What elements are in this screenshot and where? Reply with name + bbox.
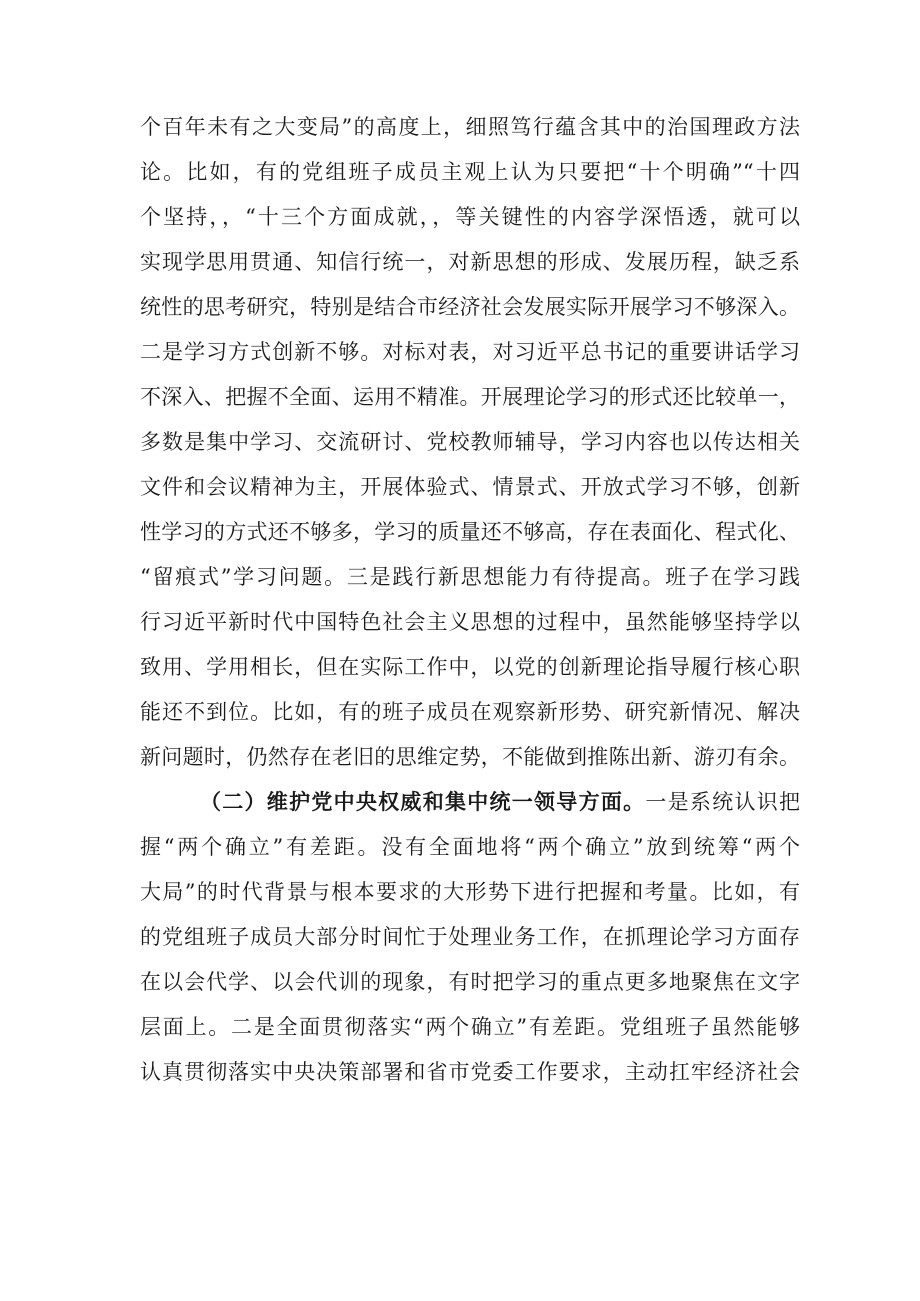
body-text-line: 论。比如，有的党组班子成员主观上认为只要把“十个明确”“十四 xyxy=(140,160,800,184)
body-text-line: “留痕式”学习问题。三是践行新思想能力有待提高。班子在学习践 xyxy=(140,565,800,589)
body-text-line: 的党组班子成员大部分时间忙于处理业务工作，在抓理论学习方面存 xyxy=(140,925,800,949)
section-heading-continuation: 一是系统认识把 xyxy=(645,790,801,814)
body-text-line: 新问题时，仍然存在老旧的思维定势，不能做到推陈出新、游刃有余。 xyxy=(140,745,800,769)
body-text-line: 实现学思用贯通、知信行统一，对新思想的形成、发展历程，缺乏系 xyxy=(140,250,800,274)
body-text-line: 个百年未有之大变局”的高度上，细照笃行蕴含其中的治国理政方法 xyxy=(140,115,800,139)
body-text-line: 行习近平新时代中国特色社会主义思想的过程中，虽然能够坚持学以 xyxy=(140,610,800,634)
body-text-line: 致用、学用相长，但在实际工作中，以党的创新理论指导履行核心职 xyxy=(140,655,800,679)
body-text-line: 二是学习方式创新不够。对标对表，对习近平总书记的重要讲话学习 xyxy=(140,340,800,364)
body-text-line: 大局”的时代背景与根本要求的大形势下进行把握和考量。比如，有 xyxy=(140,880,800,904)
body-text-line: 认真贯彻落实中央决策部署和省市党委工作要求，主动扛牢经济社会 xyxy=(140,1060,800,1084)
body-text-line: 个坚持，，“十三个方面成就，，等关键性的内容学深悟透，就可以 xyxy=(140,205,800,229)
body-text-line: 能还不到位。比如，有的班子成员在观察新形势、研究新情况、解决 xyxy=(140,700,800,724)
section-heading: （二）维护党中央权威和集中统一领导方面。 xyxy=(200,789,646,814)
body-text-line: 在以会代学、以会代训的现象，有时把学习的重点更多地聚焦在文字 xyxy=(140,970,800,994)
body-text-line: 性学习的方式还不够多，学习的质量还不够高，存在表面化、程式化、 xyxy=(140,520,800,544)
body-text-line: 文件和会议精神为主，开展体验式、情景式、开放式学习不够，创新 xyxy=(140,475,800,499)
body-text-line: 层面上。二是全面贯彻落实“两个确立”有差距。党组班子虽然能够 xyxy=(140,1015,800,1039)
body-text-line: 不深入、把握不全面、运用不精准。开展理论学习的形式还比较单一， xyxy=(140,385,800,409)
body-text-line: 握“两个确立”有差距。没有全面地将“两个确立”放到统筹“两个 xyxy=(140,835,800,859)
body-text-line: 多数是集中学习、交流研讨、党校教师辅导，学习内容也以传达相关 xyxy=(140,430,800,454)
body-text-line: 统性的思考研究，特别是结合市经济社会发展实际开展学习不够深入。 xyxy=(140,295,800,319)
section-heading-line xyxy=(200,782,800,822)
